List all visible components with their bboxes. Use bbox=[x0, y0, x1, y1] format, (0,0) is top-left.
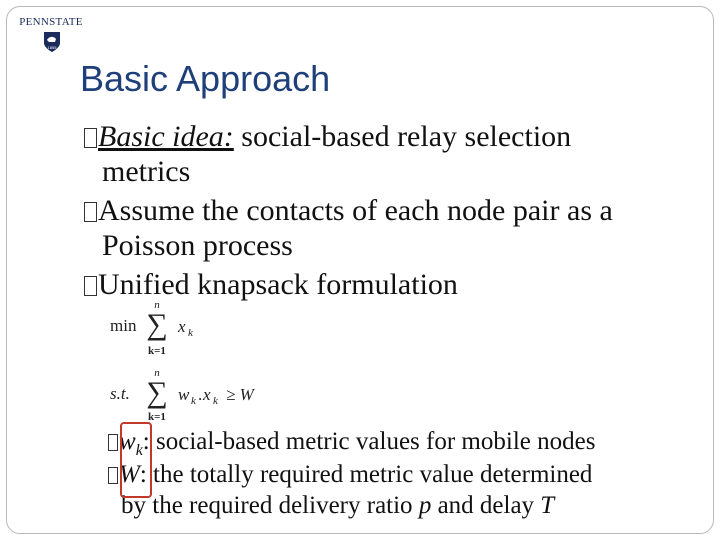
bullet-1 bbox=[84, 120, 571, 154]
formula-lower-1: k=1 bbox=[148, 345, 166, 357]
bullet-2 bbox=[84, 194, 613, 228]
formula-c-w: w bbox=[178, 385, 190, 404]
nittany-lion-shield-icon bbox=[43, 31, 61, 53]
sub-bullet-2-continuation bbox=[121, 491, 554, 521]
formula-obj-x: x bbox=[178, 317, 186, 336]
knapsack-formula bbox=[110, 296, 350, 421]
formula-c-dot: . bbox=[198, 385, 203, 404]
bullet-box-icon bbox=[84, 202, 97, 222]
bullet-2-continuation: Poisson process bbox=[102, 229, 293, 262]
sub-bullet-2-cont-a: by the required delivery ratio bbox=[121, 492, 419, 519]
formula-sum-1: ∑ bbox=[146, 308, 168, 341]
pennstate-logo bbox=[16, 14, 108, 56]
formula-upper-2: n bbox=[154, 367, 160, 379]
formula-c-x: x bbox=[203, 385, 211, 404]
formula-c-sub1: k bbox=[191, 395, 196, 407]
formula-c-rel: ≥ W bbox=[226, 385, 254, 404]
sub-bullet-2-p: p bbox=[418, 492, 432, 519]
slide-title: Basic Approach bbox=[80, 58, 331, 99]
sub-bullet-2-text: : the totally required metric value determined bbox=[139, 461, 593, 488]
bullet-1-continuation: metrics bbox=[102, 155, 191, 188]
bullet-box-icon bbox=[84, 276, 97, 296]
bullet-1-label: Basic idea: bbox=[98, 120, 234, 153]
formula-min: min bbox=[110, 316, 137, 335]
bullet-box-icon bbox=[84, 128, 97, 148]
highlight-box bbox=[120, 422, 152, 498]
sub-bullet-box-icon bbox=[108, 434, 118, 451]
formula-st: s.t. bbox=[110, 384, 130, 403]
sub-bullet-2-cont-b: and delay bbox=[431, 492, 541, 519]
formula-sum-2: ∑ bbox=[146, 376, 168, 409]
formula-obj-sub: k bbox=[188, 327, 193, 339]
sub-bullet-1-var: w bbox=[119, 428, 136, 455]
formula-upper-1: n bbox=[154, 299, 160, 311]
sub-bullet-box-icon bbox=[108, 467, 118, 484]
sub-bullet-2 bbox=[108, 460, 592, 490]
logo-wordmark: PENNSTATE bbox=[19, 16, 83, 28]
logo-year: 1855 bbox=[47, 45, 57, 50]
sub-bullet-2-var: W bbox=[119, 461, 140, 488]
sub-bullet-1-text: : social-based metric values for mobile nodes bbox=[142, 428, 596, 455]
formula-lower-2: k=1 bbox=[148, 411, 166, 421]
bullet-2-text: Assume the contacts of each node pair as a bbox=[98, 194, 613, 227]
bullet-1-text: social-based relay selection bbox=[233, 120, 572, 153]
sub-bullet-2-T: T bbox=[540, 492, 555, 519]
formula-c-sub2: k bbox=[213, 395, 218, 407]
sub-bullet-1-sub: k bbox=[135, 442, 143, 459]
bullet-3-text: Unified knapsack formulation bbox=[98, 268, 458, 301]
